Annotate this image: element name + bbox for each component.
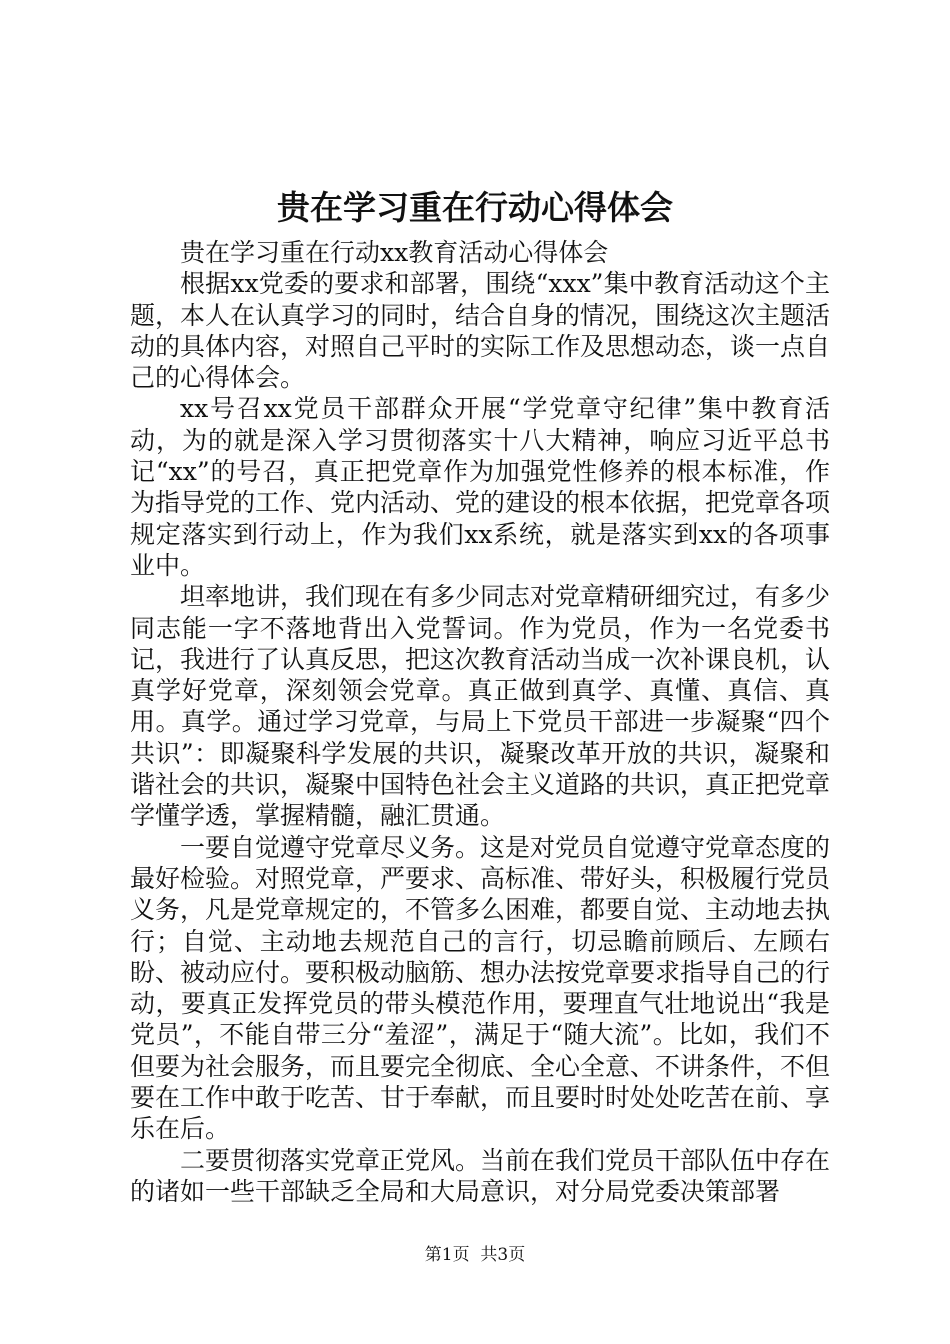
paragraph-intro: 根据xx党委的要求和部署，围绕“xxx”集中教育活动这个主题，本人在认真学习的同时，结合自身的情况，围绕这次主题活动的具体内容，对照自己平时的实际工作及思想动态，谈一点自己的心得体会。: [130, 269, 831, 393]
paragraph-subtitle: 贵在学习重在行动xx教育活动心得体会: [180, 238, 609, 267]
paragraph-point-one: 一要自觉遵守党章尽义务。这是对党员自觉遵守党章态度的最好检验。对照党章，严要求、高标准、带好头，积极履行党员义务，凡是党章规定的，不管多么困难，都要自觉、主动地去执行；自觉、主动地去规范自己的言行，切忌瞻前顾后、左顾右盼、被动应付。要积极动脑筋、想办法按党章要求指导自己的行动，要真正发挥党员的带头模范作用，要理直气壮地说出“我是党员”，不能自带三分“羞涩”，满足于“随大流”。比如，我们不但要为社会服务，而且要完全彻底、全心全意、不讲条件，不但要在工作中敢于吃苦、甘于奉献，而且要时时处处吃苦在前、享乐在后。: [130, 832, 831, 1144]
document-body: [130, 237, 830, 1207]
document-title: 贵在学习重在行动心得体会: [277, 188, 673, 227]
paragraph-point-two: 二要贯彻落实党章正党风。当前在我们党员干部队伍中存在的诸如一些干部缺乏全局和大局意识，对分局党委决策部署: [130, 1145, 831, 1206]
page-number-footer: 第1页 共3页: [424, 1245, 526, 1265]
paragraph-call: xx号召xx党员干部群众开展“学党章守纪律”集中教育活动，为的就是深入学习贯彻落实十八大精神，响应习近平总书记“xx”的号召，真正把党章作为加强党性修养的根本标准，作为指导党的工作、党内活动、党的建设的根本依据，把党章各项规定落实到行动上，作为我们xx系统，就是落实到xx的各项事业中。: [130, 394, 831, 580]
paragraph-reflection: 坦率地讲，我们现在有多少同志对党章精研细究过，有多少同志能一字不落地背出入党誓词。作为党员，作为一名党委书记，我进行了认真反思，把这次教育活动当成一次补课良机，认真学好党章，深刻领会党章。真正做到真学、真懂、真信、真用。真学。通过学习党章，与局上下党员干部进一步凝聚“四个共识”：即凝聚科学发展的共识，凝聚改革开放的共识，凝聚和谐社会的共识，凝聚中国特色社会主义道路的共识，真正把党章学懂学透，掌握精髓，融汇贯通。: [130, 582, 831, 831]
